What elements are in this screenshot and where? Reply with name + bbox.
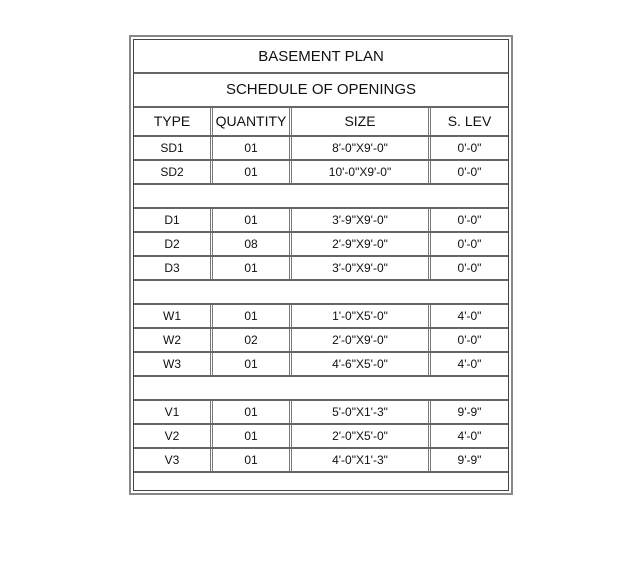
cell-quantity: 01 xyxy=(213,161,292,183)
cell-type: SD1 xyxy=(134,137,213,159)
cell-quantity: 01 xyxy=(213,137,292,159)
cell-type: D2 xyxy=(134,233,213,255)
cell-type: V3 xyxy=(134,449,213,471)
table-row xyxy=(134,329,508,353)
cell-size: 2'-0"X5'-0" xyxy=(292,425,431,447)
cell-sill-level: 0'-0" xyxy=(457,165,482,179)
table-row xyxy=(134,449,508,473)
cell-size: 2'-0"X9'-0" xyxy=(292,329,431,351)
spacer-row xyxy=(134,281,508,305)
cell-sill-level: 9'-9" xyxy=(457,405,482,419)
table-row xyxy=(134,401,508,425)
table-subtitle: SCHEDULE OF OPENINGS xyxy=(134,74,508,108)
header-quantity: QUANTITY xyxy=(213,108,292,135)
table-row xyxy=(134,353,508,377)
cell-type: W2 xyxy=(134,329,213,351)
cell-size: 8'-0"X9'-0" xyxy=(292,137,431,159)
cell-quantity: 01 xyxy=(213,209,292,231)
cell-sill-level: 4'-0" xyxy=(457,357,482,371)
cell-type: V2 xyxy=(134,425,213,447)
cell-quantity: 01 xyxy=(213,257,292,279)
cell-size: 2'-9"X9'-0" xyxy=(292,233,431,255)
header-sill-level: S. LEV xyxy=(447,113,492,129)
cell-quantity: 01 xyxy=(213,353,292,375)
spacer-row xyxy=(134,185,508,209)
cell-size: 3'-9"X9'-0" xyxy=(292,209,431,231)
table-row xyxy=(134,161,508,185)
cell-type: D1 xyxy=(134,209,213,231)
cell-sill-level: 0'-0" xyxy=(457,141,482,155)
cell-quantity: 08 xyxy=(213,233,292,255)
header-row xyxy=(134,108,508,137)
table-title: BASEMENT PLAN xyxy=(134,40,508,74)
cell-sill-level: 4'-0" xyxy=(457,309,482,323)
table-inner xyxy=(133,39,509,491)
cell-type: W3 xyxy=(134,353,213,375)
cell-type: V1 xyxy=(134,401,213,423)
cell-size: 10'-0"X9'-0" xyxy=(292,161,431,183)
cell-size: 4'-6"X5'-0" xyxy=(292,353,431,375)
table-row xyxy=(134,305,508,329)
spacer-row xyxy=(134,377,508,401)
cell-quantity: 01 xyxy=(213,449,292,471)
table-row xyxy=(134,425,508,449)
cell-quantity: 01 xyxy=(213,425,292,447)
cell-sill-level: 0'-0" xyxy=(457,237,482,251)
table-row xyxy=(134,257,508,281)
cell-type: W1 xyxy=(134,305,213,327)
schedule-table xyxy=(129,35,513,495)
cell-quantity: 02 xyxy=(213,329,292,351)
header-type: TYPE xyxy=(134,108,213,135)
table-row xyxy=(134,209,508,233)
spacer-row xyxy=(134,473,508,498)
cell-sill-level: 4'-0" xyxy=(457,429,482,443)
cell-size: 5'-0"X1'-3" xyxy=(292,401,431,423)
table-row xyxy=(134,137,508,161)
cell-sill-level: 9'-9" xyxy=(457,453,482,467)
cell-quantity: 01 xyxy=(213,305,292,327)
cell-type: D3 xyxy=(134,257,213,279)
cell-size: 4'-0"X1'-3" xyxy=(292,449,431,471)
cell-size: 3'-0"X9'-0" xyxy=(292,257,431,279)
cell-quantity: 01 xyxy=(213,401,292,423)
cell-size: 1'-0"X5'-0" xyxy=(292,305,431,327)
cell-sill-level: 0'-0" xyxy=(457,213,482,227)
table-row xyxy=(134,233,508,257)
cell-sill-level: 0'-0" xyxy=(457,261,482,275)
cell-type: SD2 xyxy=(134,161,213,183)
cell-sill-level: 0'-0" xyxy=(457,333,482,347)
header-size: SIZE xyxy=(292,108,431,135)
